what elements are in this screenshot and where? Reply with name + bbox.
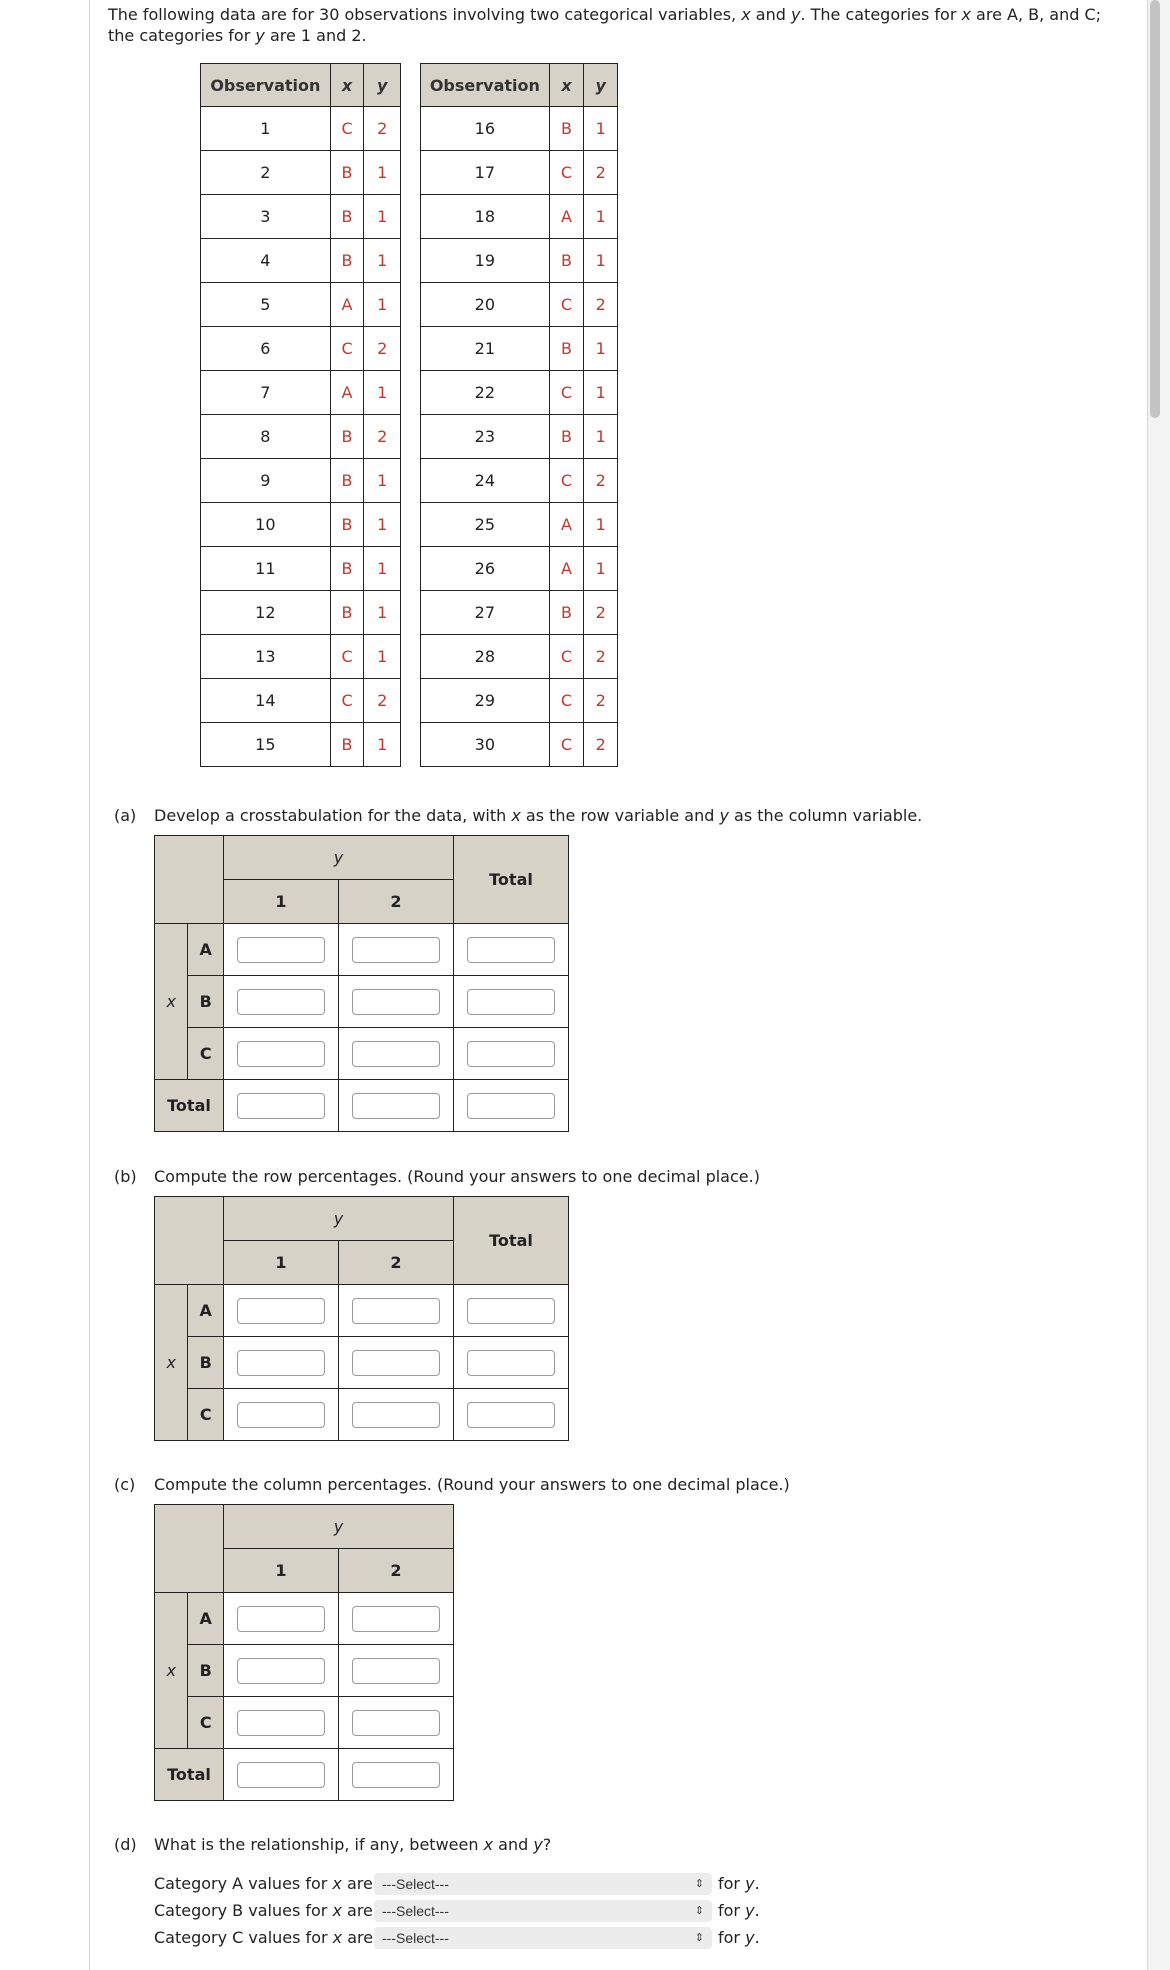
header-y: y xyxy=(584,64,618,107)
table-row xyxy=(201,679,401,723)
cell-input-b-1[interactable] xyxy=(237,1350,325,1376)
crosstab-b xyxy=(154,1196,569,1441)
problem-intro: The following data are for 30 observations involving two categorical variables, x and y. The categories for x are A, B, and C; the categories for y are 1 and 2. xyxy=(108,5,1102,45)
y-value-cell: 2 xyxy=(584,151,618,195)
cell-input-a-total[interactable] xyxy=(467,937,555,963)
table-row xyxy=(421,327,618,371)
header-x: x xyxy=(549,64,584,107)
table-row xyxy=(201,239,401,283)
observation-cell: 30 xyxy=(421,723,550,767)
observation-cell: 29 xyxy=(421,679,550,723)
cell-input-b-1[interactable] xyxy=(237,1658,325,1684)
y-value-cell: 1 xyxy=(584,327,618,371)
observation-cell: 1 xyxy=(201,107,331,151)
cell-input-b-total[interactable] xyxy=(467,989,555,1015)
x-value-cell: B xyxy=(330,415,364,459)
cell-input-c-total[interactable] xyxy=(467,1041,555,1067)
y-value-cell: 1 xyxy=(364,283,401,327)
cell-input-c-2[interactable] xyxy=(352,1402,440,1428)
y-value-cell: 2 xyxy=(584,723,618,767)
table-row xyxy=(421,547,618,591)
row-var-header: x xyxy=(155,1593,188,1749)
y-value-cell: 2 xyxy=(584,679,618,723)
y-value-cell: 1 xyxy=(584,503,618,547)
row-var-header: x xyxy=(155,1285,188,1441)
corner-cell xyxy=(155,836,224,924)
observation-cell: 24 xyxy=(421,459,550,503)
table-row xyxy=(421,195,618,239)
total-header: Total xyxy=(454,836,569,924)
observation-cell: 20 xyxy=(421,283,550,327)
row-header-a: A xyxy=(188,1593,224,1645)
observation-cell: 2 xyxy=(201,151,331,195)
cell-input-total-1[interactable] xyxy=(237,1093,325,1119)
col-header-2: 2 xyxy=(339,1241,454,1285)
x-value-cell: B xyxy=(330,459,364,503)
y-value-cell: 2 xyxy=(364,415,401,459)
col-header-1: 1 xyxy=(224,1549,339,1593)
y-value-cell: 1 xyxy=(584,239,618,283)
observation-cell: 25 xyxy=(421,503,550,547)
row-header-c: C xyxy=(188,1028,224,1080)
cell-input-b-2[interactable] xyxy=(352,989,440,1015)
cell-input-a-2[interactable] xyxy=(352,937,440,963)
observation-cell: 12 xyxy=(201,591,331,635)
statement-b-suffix: for y. xyxy=(718,1901,760,1920)
observation-cell: 28 xyxy=(421,635,550,679)
cell-input-c-total[interactable] xyxy=(467,1402,555,1428)
y-value-cell: 1 xyxy=(584,415,618,459)
y-value-cell: 1 xyxy=(364,371,401,415)
observation-cell: 9 xyxy=(201,459,331,503)
x-value-cell: B xyxy=(330,151,364,195)
x-value-cell: B xyxy=(330,503,364,547)
table-row xyxy=(421,591,618,635)
x-value-cell: C xyxy=(549,679,584,723)
observation-cell: 22 xyxy=(421,371,550,415)
x-value-cell: C xyxy=(549,283,584,327)
corner-cell xyxy=(155,1197,224,1285)
table-row xyxy=(201,151,401,195)
y-value-cell: 1 xyxy=(364,195,401,239)
table-row xyxy=(201,547,401,591)
x-value-cell: A xyxy=(549,547,584,591)
y-value-cell: 1 xyxy=(584,195,618,239)
cell-input-b-total[interactable] xyxy=(467,1350,555,1376)
table-row xyxy=(201,327,401,371)
header-x: x xyxy=(330,64,364,107)
y-value-cell: 1 xyxy=(364,723,401,767)
y-value-cell: 2 xyxy=(584,591,618,635)
y-value-cell: 2 xyxy=(584,459,618,503)
x-value-cell: C xyxy=(330,635,364,679)
x-value-cell: A xyxy=(330,283,364,327)
x-value-cell: C xyxy=(330,107,364,151)
observation-cell: 16 xyxy=(421,107,550,151)
x-value-cell: C xyxy=(330,327,364,371)
observation-cell: 4 xyxy=(201,239,331,283)
cell-input-b-1[interactable] xyxy=(237,989,325,1015)
table-row xyxy=(421,151,618,195)
x-value-cell: B xyxy=(330,195,364,239)
cell-input-a-1[interactable] xyxy=(237,1298,325,1324)
table-row xyxy=(201,371,401,415)
y-value-cell: 2 xyxy=(584,283,618,327)
observation-cell: 7 xyxy=(201,371,331,415)
y-value-cell: 2 xyxy=(364,327,401,371)
part-a-question: (a) Develop a crosstabulation for the data, with x as the row variable and y as the column variable. xyxy=(114,806,923,825)
table-row xyxy=(421,459,618,503)
y-value-cell: 1 xyxy=(584,547,618,591)
observation-cell: 6 xyxy=(201,327,331,371)
x-value-cell: C xyxy=(549,635,584,679)
chevron-updown-icon: ⇕ xyxy=(694,1932,704,1944)
row-header-total: Total xyxy=(155,1080,224,1132)
select-category-c[interactable]: ---Select--- ⇕ xyxy=(374,1927,712,1949)
table-row xyxy=(201,459,401,503)
total-header: Total xyxy=(454,1197,569,1285)
header-observation: Observation xyxy=(421,64,550,107)
cell-input-c-2[interactable] xyxy=(352,1710,440,1736)
observation-cell: 19 xyxy=(421,239,550,283)
row-header-b: B xyxy=(188,1337,224,1389)
table-row xyxy=(421,239,618,283)
row-header-c: C xyxy=(188,1389,224,1441)
x-value-cell: B xyxy=(330,239,364,283)
cell-input-total-total[interactable] xyxy=(467,1093,555,1119)
cell-input-c-2[interactable] xyxy=(352,1041,440,1067)
observation-cell: 11 xyxy=(201,547,331,591)
table-row xyxy=(201,415,401,459)
cell-input-b-2[interactable] xyxy=(352,1350,440,1376)
cell-input-c-1[interactable] xyxy=(237,1041,325,1067)
observation-cell: 5 xyxy=(201,283,331,327)
page-border-left xyxy=(89,0,90,1970)
statement-a-suffix: for y. xyxy=(718,1874,760,1893)
table-row xyxy=(421,371,618,415)
x-value-cell: B xyxy=(549,107,584,151)
y-value-cell: 1 xyxy=(364,239,401,283)
x-value-cell: B xyxy=(330,591,364,635)
cell-input-total-1[interactable] xyxy=(237,1762,325,1788)
observation-cell: 21 xyxy=(421,327,550,371)
observation-cell: 14 xyxy=(201,679,331,723)
statement-b: Category B values for x are xyxy=(154,1901,373,1920)
observation-cell: 26 xyxy=(421,547,550,591)
chevron-updown-icon: ⇕ xyxy=(694,1905,704,1917)
table-row xyxy=(421,503,618,547)
x-value-cell: C xyxy=(549,151,584,195)
table-row xyxy=(201,635,401,679)
corner-cell xyxy=(155,1505,224,1593)
header-observation: Observation xyxy=(201,64,331,107)
x-value-cell: A xyxy=(549,195,584,239)
y-value-cell: 1 xyxy=(364,591,401,635)
y-value-cell: 2 xyxy=(584,635,618,679)
data-table-left xyxy=(200,63,401,767)
col-header-2: 2 xyxy=(339,1549,454,1593)
observation-cell: 13 xyxy=(201,635,331,679)
cell-input-a-2[interactable] xyxy=(352,1606,440,1632)
statement-c: Category C values for x are xyxy=(154,1928,374,1947)
col-header-2: 2 xyxy=(339,880,454,924)
x-value-cell: C xyxy=(549,459,584,503)
observation-cell: 15 xyxy=(201,723,331,767)
y-value-cell: 2 xyxy=(364,107,401,151)
observation-cell: 27 xyxy=(421,591,550,635)
y-value-cell: 1 xyxy=(364,459,401,503)
col-header-1: 1 xyxy=(224,880,339,924)
row-header-a: A xyxy=(188,1285,224,1337)
table-row xyxy=(201,283,401,327)
row-header-c: C xyxy=(188,1697,224,1749)
crosstab-a xyxy=(154,835,569,1132)
y-value-cell: 1 xyxy=(584,107,618,151)
x-value-cell: B xyxy=(330,723,364,767)
statement-a: Category A values for x are xyxy=(154,1874,373,1893)
table-row xyxy=(201,503,401,547)
table-row xyxy=(421,723,618,767)
observation-cell: 10 xyxy=(201,503,331,547)
y-value-cell: 1 xyxy=(364,503,401,547)
row-header-total: Total xyxy=(155,1749,224,1801)
col-var-header: y xyxy=(224,836,454,880)
table-row xyxy=(421,635,618,679)
x-value-cell: B xyxy=(549,591,584,635)
col-var-header: y xyxy=(224,1197,454,1241)
y-value-cell: 1 xyxy=(364,635,401,679)
table-row xyxy=(201,195,401,239)
observation-cell: 23 xyxy=(421,415,550,459)
y-value-cell: 1 xyxy=(364,547,401,591)
x-value-cell: C xyxy=(549,723,584,767)
header-y: y xyxy=(364,64,401,107)
x-value-cell: B xyxy=(549,415,584,459)
cell-input-b-2[interactable] xyxy=(352,1658,440,1684)
col-var-header: y xyxy=(224,1505,454,1549)
chevron-updown-icon: ⇕ xyxy=(694,1878,704,1890)
select-category-b[interactable]: ---Select--- ⇕ xyxy=(374,1900,712,1922)
x-value-cell: A xyxy=(330,371,364,415)
data-table-right xyxy=(420,63,618,767)
statement-c-suffix: for y. xyxy=(718,1928,760,1947)
y-value-cell: 1 xyxy=(364,151,401,195)
row-header-b: B xyxy=(188,976,224,1028)
x-value-cell: B xyxy=(549,327,584,371)
select-category-a[interactable]: ---Select--- ⇕ xyxy=(374,1873,712,1895)
x-value-cell: B xyxy=(330,547,364,591)
cell-input-total-2[interactable] xyxy=(352,1762,440,1788)
x-value-cell: C xyxy=(330,679,364,723)
cell-input-a-1[interactable] xyxy=(237,937,325,963)
part-b-question: (b) Compute the row percentages. (Round your answers to one decimal place.) xyxy=(114,1167,760,1186)
cell-input-c-1[interactable] xyxy=(237,1402,325,1428)
cell-input-a-total[interactable] xyxy=(467,1298,555,1324)
table-row xyxy=(201,591,401,635)
scrollbar-thumb[interactable] xyxy=(1150,0,1160,418)
crosstab-c xyxy=(154,1504,454,1801)
x-value-cell: C xyxy=(549,371,584,415)
x-value-cell: A xyxy=(549,503,584,547)
observation-cell: 8 xyxy=(201,415,331,459)
cell-input-a-1[interactable] xyxy=(237,1606,325,1632)
table-row xyxy=(421,415,618,459)
table-row xyxy=(421,283,618,327)
part-c-question: (c) Compute the column percentages. (Round your answers to one decimal place.) xyxy=(114,1475,790,1494)
row-header-b: B xyxy=(188,1645,224,1697)
observation-cell: 18 xyxy=(421,195,550,239)
cell-input-c-1[interactable] xyxy=(237,1710,325,1736)
observation-cell: 3 xyxy=(201,195,331,239)
x-value-cell: B xyxy=(549,239,584,283)
part-d-question: (d) What is the relationship, if any, between x and y? xyxy=(114,1835,552,1854)
observation-cell: 17 xyxy=(421,151,550,195)
cell-input-total-2[interactable] xyxy=(352,1093,440,1119)
cell-input-a-2[interactable] xyxy=(352,1298,440,1324)
col-header-1: 1 xyxy=(224,1241,339,1285)
row-var-header: x xyxy=(155,924,188,1080)
table-row xyxy=(421,679,618,723)
y-value-cell: 1 xyxy=(584,371,618,415)
y-value-cell: 2 xyxy=(364,679,401,723)
table-row xyxy=(201,723,401,767)
row-header-a: A xyxy=(188,924,224,976)
table-row xyxy=(421,107,618,151)
table-row xyxy=(201,107,401,151)
